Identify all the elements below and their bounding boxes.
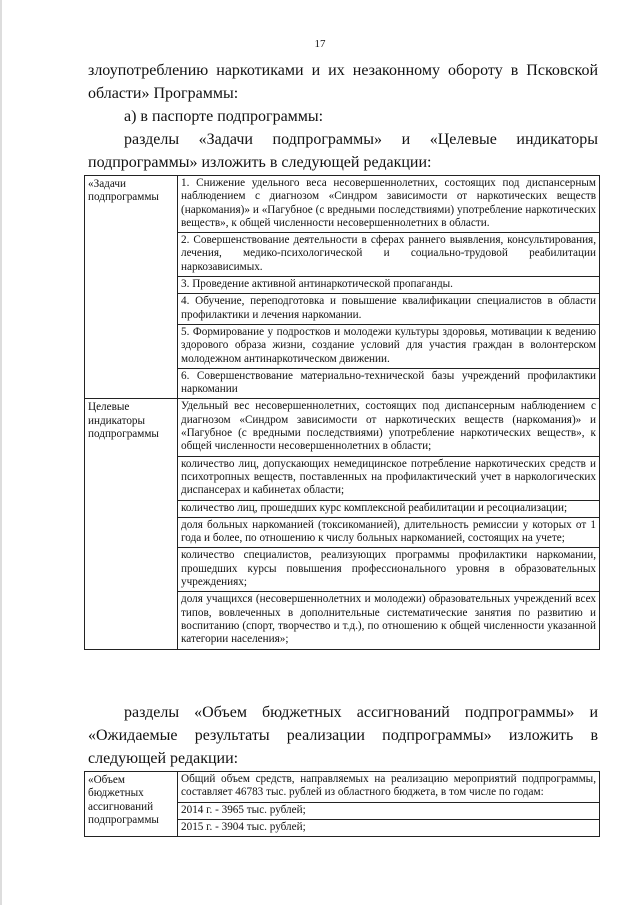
page-number: 17	[314, 38, 326, 50]
middle-line-2: «Ожидаемые результаты реализации подпрограммы» изложить в	[88, 727, 598, 744]
middle-line-1: разделы «Объем бюджетных ассигнований подпрограммы» и	[124, 704, 598, 721]
indicators-cell	[178, 399, 600, 649]
indicator-item: доля больных наркоманией (токсикоманией), длительность ремиссии у которых от 1 года и более, по отношению к числу больных наркоманией, состоящих на учете;	[178, 518, 599, 549]
table-row	[85, 176, 600, 399]
intro-line-5: подпрограммы» изложить в следующей редакции:	[88, 154, 432, 171]
intro-line-1: злоупотреблению наркотиками и их незаконному обороту в Псковской	[88, 62, 598, 79]
row-label-tasks: «Задачи подпрограммы	[85, 176, 178, 399]
task-item: 6. Совершенствование материально-технической базы учреждений профилактики наркомании	[181, 369, 596, 396]
indicator-item: Удельный вес несовершеннолетних, состоящих под диспансерным наблюдением с диагнозом «Синдром зависимости от наркотических веществ (наркомания)» и «Пагубное (с вредными последствиями) употребление наркотических веществ», к общей численности несовершеннолетних в области;	[178, 399, 599, 456]
intro-line-3: а) в паспорте подпрограммы:	[124, 108, 324, 125]
intro-line-4: разделы «Задачи подпрограммы» и «Целевые индикаторы	[124, 131, 598, 148]
task-item: 3. Проведение активной антинаркотической пропаганды.	[178, 277, 599, 294]
task-item: 1. Снижение удельного веса несовершеннолетних, состоящих под диспансерным наблюдением с диагнозом «Синдром зависимости от наркотических веществ (наркомания)» и «Пагубное (с вредными последствиями) употребление наркотических веществ», к общей численности несовершеннолетних в области.	[178, 176, 599, 233]
row-label-indicators: Целевые индикаторы подпрограммы	[85, 399, 178, 649]
indicator-item: количество лиц, допускающих немедицинское потребление наркотических средств и психотропных веществ, поставленных на профилактический учет в наркологических диспансерах и кабинетах области;	[178, 457, 599, 501]
budget-item: 2014 г. - 3965 тыс. рублей;	[178, 803, 599, 820]
indicator-item: количество специалистов, реализующих программы профилактики наркомании, прошедших курсы повышения профессионального уровня в образовательных учреждениях;	[178, 548, 599, 592]
scan-edge	[0, 0, 2, 905]
middle-line-3: следующей редакции:	[88, 750, 239, 767]
budget-item: 2015 г. - 3904 тыс. рублей;	[181, 820, 306, 833]
budget-table	[84, 771, 600, 837]
indicator-item: доля учащихся (несовершеннолетних и молодежи) образовательных учреждений всех типов, вовлеченных в дополнительные систематические занятия по развитию и воспитанию (спорт, творчество и т.д.), по отношению к общей численности указанной категории населения»;	[181, 593, 596, 646]
intro-line-2: области» Программы:	[88, 85, 239, 102]
tasks-cell	[178, 176, 600, 399]
row-label-budget: «Объем бюджетных ассигнований подпрограммы	[85, 772, 178, 837]
indicator-item: количество лиц, прошедших курс комплексной реабилитации и ресоциализации;	[178, 501, 599, 518]
task-item: 4. Обучение, переподготовка и повышение квалификации специалистов в области профилактики и лечения наркомании.	[178, 294, 599, 325]
table-row	[85, 399, 600, 649]
tasks-indicators-table	[84, 175, 600, 650]
table-row	[85, 772, 600, 837]
budget-cell	[178, 772, 600, 837]
task-item: 2. Совершенствование деятельности в сферах раннего выявления, консультирования, лечения, медико-психологической и социально-трудовой реабилитации наркозависимых.	[178, 233, 599, 277]
budget-item: Общий объем средств, направляемых на реализацию мероприятий подпрограммы, составляет 46783 тыс. рублей из областного бюджета, в том числе по годам:	[178, 772, 599, 803]
task-item: 5. Формирование у подростков и молодежи культуры здоровья, мотивации к ведению здорового образа жизни, создание условий для участия граждан в волонтерском молодежном антинаркотическом движении.	[178, 325, 599, 369]
